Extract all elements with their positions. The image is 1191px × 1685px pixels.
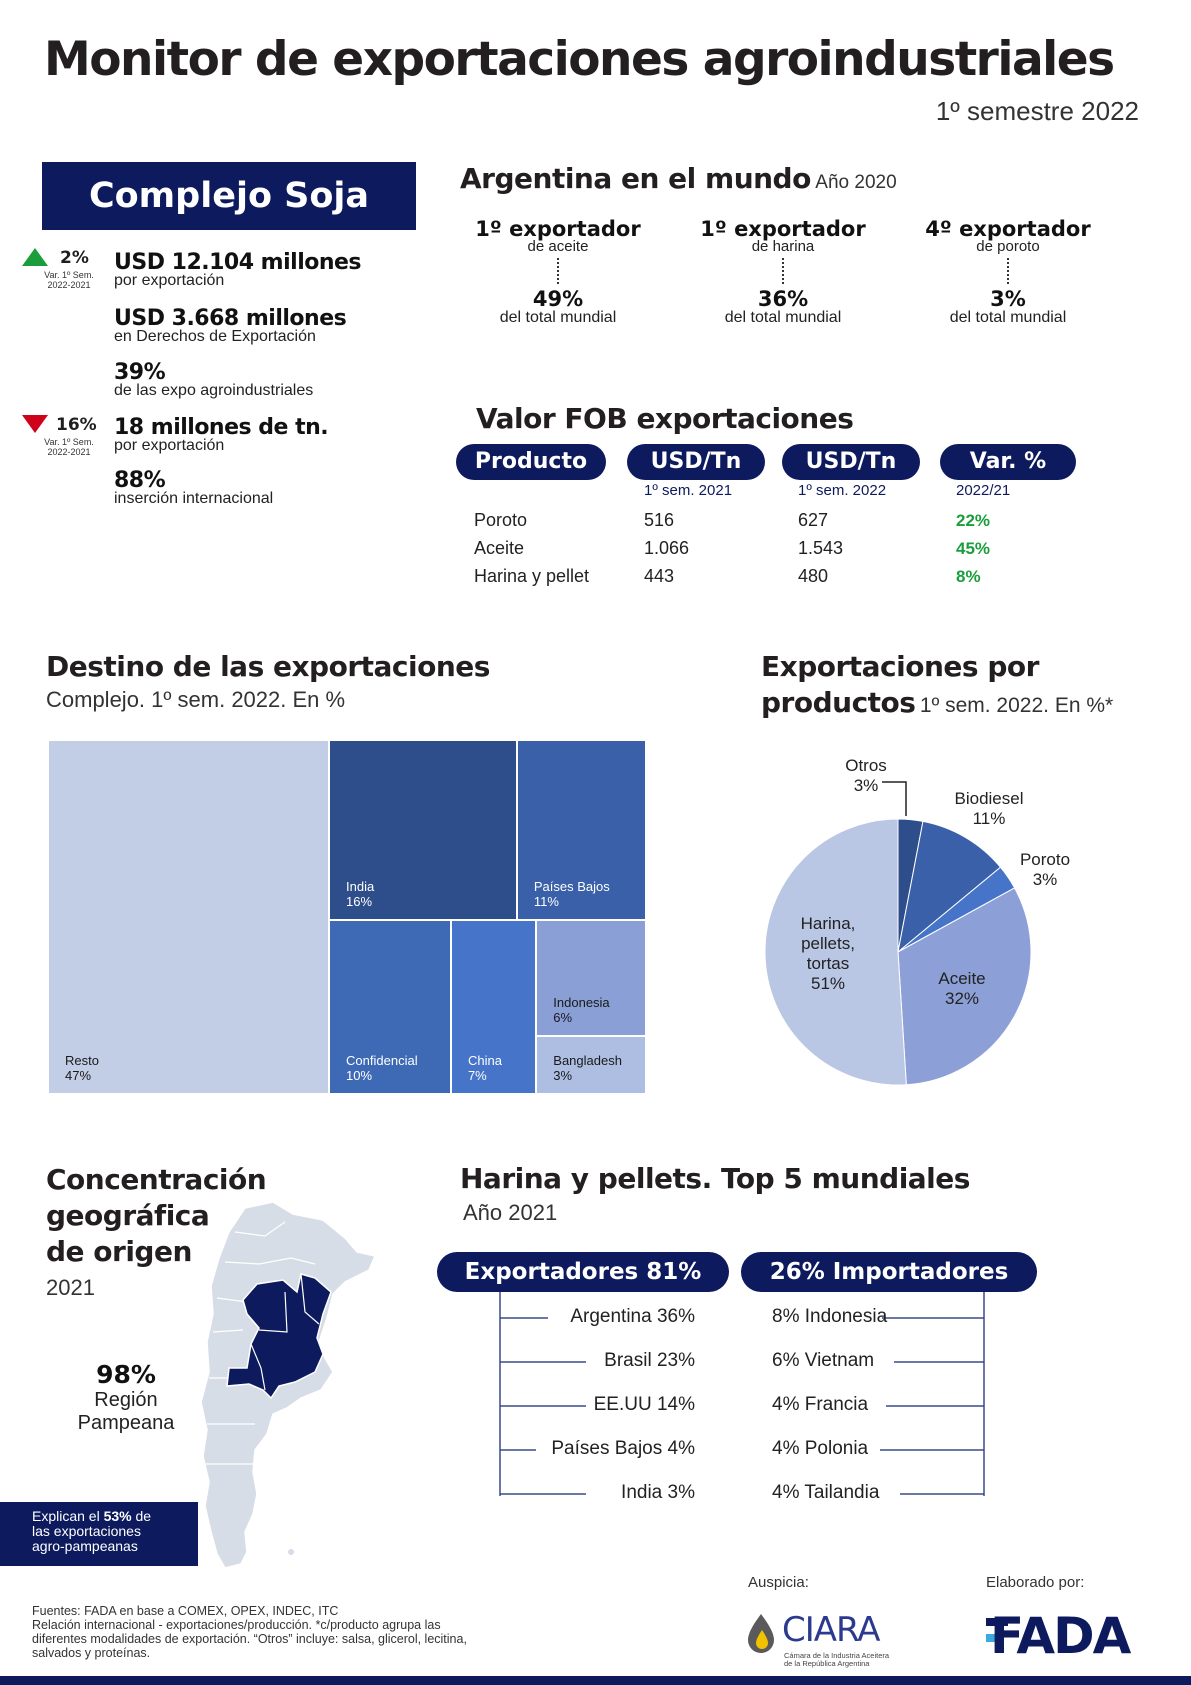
stat-block (114, 468, 273, 508)
mundo-rank: 1º exportador (475, 217, 641, 241)
stat-block (114, 250, 361, 290)
productos-subtitle: 1º sem. 2022. En %* (919, 694, 1114, 717)
mundo-pct-label: del total mundial (949, 309, 1067, 326)
pampeana-stat (56, 1360, 196, 1435)
stat-value: 39% (114, 360, 166, 385)
treemap-label: China (467, 1052, 502, 1068)
stat-label: de las expo agroindustriales (114, 382, 314, 399)
treemap-value: 47% (65, 1068, 92, 1083)
stat-label: en Derechos de Exportación (114, 328, 316, 345)
importador-item: 4% Polonia (772, 1438, 869, 1459)
fada-logo (986, 1608, 1156, 1664)
mundo-year: Año 2020 (815, 172, 897, 193)
treemap-value: 10% (346, 1067, 373, 1083)
treemap-label: Bangladesh (553, 1052, 622, 1068)
exportador-item: Países Bajos 4% (551, 1438, 695, 1459)
exportador-item: EE.UU 14% (593, 1394, 695, 1415)
fob-cell-var: 22% (956, 511, 991, 530)
mundo-title: Argentina en el mundo (460, 162, 811, 195)
importador-item: 6% Vietnam (772, 1350, 875, 1371)
stat-block (114, 415, 328, 455)
pie-label-biodiesel: Biodiesel 11% (954, 789, 1024, 828)
arrow-up-icon (22, 248, 48, 266)
exportador-item: India 3% (621, 1482, 695, 1503)
complejo-badge-label: Complejo Soja (88, 176, 370, 216)
fob-header-producto: Producto (456, 444, 606, 480)
pampeana-pct: 98% (96, 1360, 156, 1389)
ciara-wordmark: CIARA (782, 1610, 880, 1650)
arrow-down-icon (22, 415, 48, 433)
geo-title: Concentración geográfica de origen (46, 1163, 267, 1268)
dotted-connector (782, 258, 784, 284)
fob-cell-value: 627 (798, 510, 829, 530)
mundo-pct-label: del total mundial (499, 309, 617, 326)
fada-wordmark: FADA (990, 1607, 1130, 1665)
pie-label-aceite: Aceite 32% (938, 969, 986, 1008)
productos-title-word: productos (761, 686, 916, 719)
productos-title-line1: Exportaciones por (761, 650, 1039, 683)
complejo-badge (42, 162, 416, 230)
fob-cell-value: 1.543 (798, 538, 844, 558)
mundo-pct: 49% (532, 287, 584, 311)
pie-label-otros: Otros 3% (845, 756, 887, 795)
stat-block (114, 360, 313, 400)
treemap-label: Confidencial (346, 1052, 418, 1068)
mundo-rank: 1º exportador (700, 217, 866, 241)
treemap-value: 11% (533, 894, 559, 910)
fob-cell-var: 8% (956, 567, 981, 586)
mundo-product: de poroto (976, 238, 1040, 255)
exportador-item: Brasil 23% (604, 1350, 695, 1371)
harina-title: Harina y pellets. Top 5 mundiales (460, 1162, 970, 1195)
stat-value: USD 3.668 millones (114, 306, 347, 331)
fob-cell-value: 516 (644, 510, 675, 530)
importador-item: 4% Francia (772, 1394, 869, 1415)
fob-subheader: 1º sem. 2022 (798, 482, 887, 499)
fob-header-var: Var. % (940, 444, 1076, 480)
importador-item: 4% Tailandia (772, 1482, 880, 1503)
mundo-heading (460, 162, 897, 195)
treemap-label: Países Bajos (533, 879, 610, 895)
pie-label-poroto: Poroto 3% (1019, 850, 1071, 889)
mundo-rank: 4º exportador (925, 217, 1091, 241)
fob-cell-product: Poroto (474, 510, 528, 530)
var-note: Var. 1º Sem. 2022-2021 (44, 437, 94, 457)
dotted-connector (557, 258, 559, 284)
mundo-pct: 36% (757, 287, 809, 311)
pie-label-harina: Harina, pellets, tortas 51% (800, 914, 856, 993)
page-title: Monitor de exportaciones agroindustriales (44, 32, 1114, 87)
period-label: 1º semestre 2022 (935, 96, 1139, 126)
destino-title: Destino de las exportaciones (46, 650, 490, 683)
mundo-product: de aceite (527, 238, 589, 255)
mundo-item (458, 218, 658, 326)
mundo-item (683, 218, 883, 326)
auspicia-label: Auspicia: (748, 1574, 809, 1591)
treemap-cell-resto (48, 740, 329, 1094)
stat-value: 18 millones de tn. (114, 415, 329, 440)
fob-cell-product: Harina y pellet (474, 566, 590, 586)
destino-subtitle: Complejo. 1º sem. 2022. En % (46, 687, 346, 712)
oil-drop-icon (744, 1612, 778, 1656)
fob-cell-value: 443 (644, 566, 675, 586)
argentina-map (195, 1202, 385, 1572)
importador-item: 8% Indonesia (772, 1306, 888, 1327)
fob-subheader: 2022/21 (956, 482, 1011, 499)
treemap-cell-china (451, 920, 536, 1094)
otros-leader-line (880, 776, 910, 820)
dotted-connector (1007, 258, 1009, 284)
mundo-pct-label: del total mundial (724, 309, 842, 326)
var-value: 16% (56, 415, 97, 435)
fob-header-usd-2022: USD/Tn (782, 444, 920, 480)
var-value: 2% (60, 248, 89, 268)
treemap-value: 7% (467, 1067, 487, 1083)
bottom-bar (0, 1676, 1191, 1685)
treemap-cell-indonesia (536, 920, 646, 1036)
fob-cell-var: 45% (956, 539, 991, 558)
geo-note-box: Explican el 53% de las exportaciones agro-pampeanas (0, 1502, 198, 1566)
treemap-value: 3% (553, 1067, 573, 1083)
treemap-label: Resto (65, 1053, 99, 1068)
fob-cell-product: Aceite (474, 538, 525, 558)
importadores-header: 26% Importadores (741, 1252, 1037, 1292)
fob-title: Valor FOB exportaciones (476, 402, 854, 435)
elaborado-label: Elaborado por: (986, 1574, 1085, 1591)
productos-title-line2 (761, 686, 1113, 719)
treemap-label: Indonesia (553, 995, 610, 1011)
mundo-product: de harina (751, 238, 815, 255)
pampeana-region-label: Región Pampeana (77, 1389, 175, 1434)
fob-cell-value: 1.066 (644, 538, 690, 558)
stat-block (114, 306, 346, 346)
fob-cell-value: 480 (798, 566, 829, 586)
treemap-label: India (346, 879, 375, 895)
ciara-logo (744, 1608, 904, 1670)
footer-sources: Fuentes: FADA en base a COMEX, OPEX, INDEC, ITC Relación internacional - exportaciones/producción. *c/producto agrupa las diferentes modalidades de exportación. “Otros” incluye: salsa, glicerol, lecitina, salvados y proteínas. (32, 1604, 467, 1660)
treemap-cell-países-bajos (517, 740, 646, 920)
exportador-item: Argentina 36% (570, 1306, 695, 1327)
treemap-cell-india (329, 740, 517, 920)
stat-label: inserción internacional (114, 490, 274, 507)
geo-year: 2021 (46, 1275, 95, 1300)
stat-value: 88% (114, 468, 166, 493)
ciara-subtitle: Cámara de la Industria Aceitera de la República Argentina (784, 1651, 890, 1668)
treemap-value: 16% (346, 894, 373, 910)
treemap-cell-bangladesh (536, 1036, 646, 1094)
stat-label: por exportación (114, 272, 225, 289)
fob-header-usd-2021: USD/Tn (627, 444, 765, 480)
mundo-pct: 3% (990, 287, 1026, 311)
treemap-value: 6% (553, 1010, 573, 1026)
stat-value: USD 12.104 millones (114, 250, 362, 275)
stat-label: por exportación (114, 437, 225, 454)
harina-year: Año 2021 (463, 1200, 558, 1225)
mundo-item (908, 218, 1108, 326)
exportadores-header: Exportadores 81% (437, 1252, 729, 1292)
treemap-chart (48, 740, 646, 1094)
treemap-cell-confidencial (329, 920, 451, 1094)
fob-subheader: 1º sem. 2021 (644, 482, 733, 499)
var-note: Var. 1º Sem. 2022-2021 (44, 270, 94, 290)
